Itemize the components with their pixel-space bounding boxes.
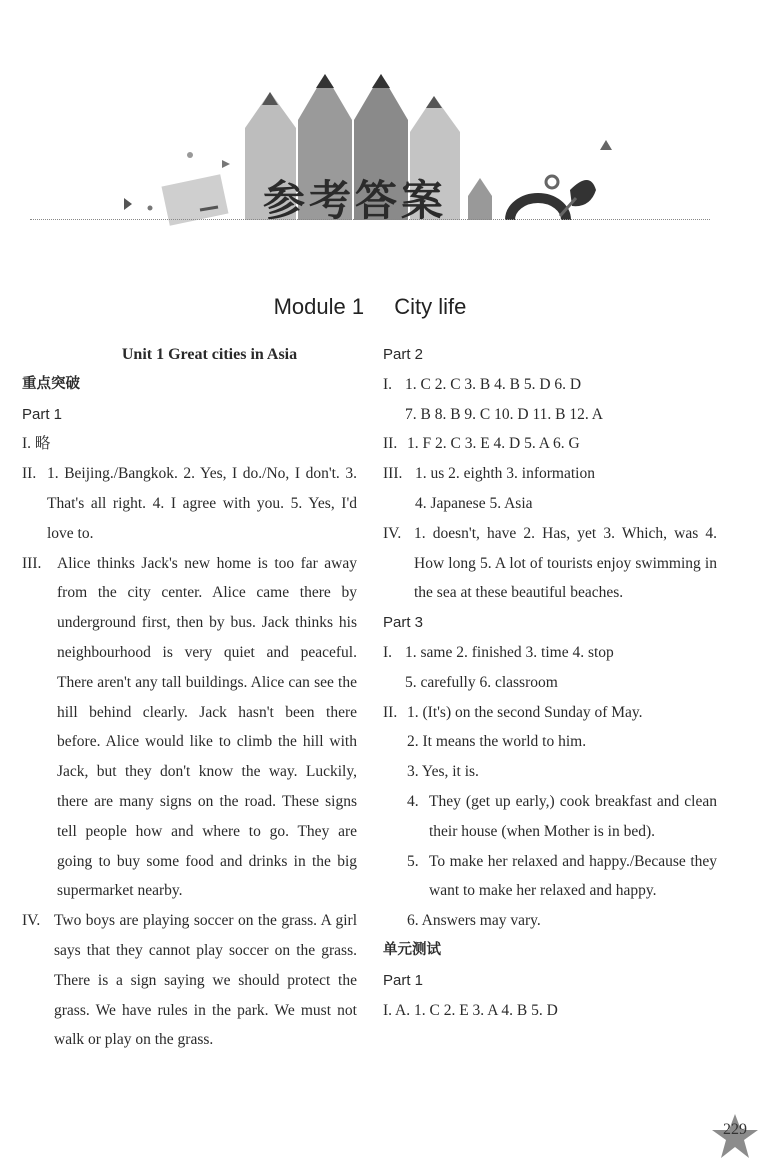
page-number: 229 — [723, 1121, 747, 1138]
module-name: City life — [394, 294, 467, 319]
answer-line: I. A. 1. C 2. E 3. A 4. B 5. D — [383, 1001, 558, 1019]
sub-answer — [407, 787, 717, 847]
item-text — [415, 459, 717, 519]
part-heading: Part 2 — [383, 346, 424, 363]
answer-i — [383, 370, 717, 430]
sub-answer: 2. It means the world to him. — [407, 733, 587, 751]
section-heading: 单元测试 — [383, 941, 441, 958]
sub-answer: 3. Yes, it is. — [407, 763, 479, 781]
item-line: 7. B 8. B 9. C 10. D 11. B 12. A — [405, 405, 603, 423]
item-number: IV. — [383, 524, 402, 542]
part-heading: Part 3 — [383, 614, 424, 632]
module-label: Module 1 — [273, 294, 365, 319]
header-divider — [30, 219, 710, 220]
unit-title: Unit 1 Great cities in Asia — [121, 346, 298, 363]
sub-text: To make her relaxed and happy./Because they want to make her relaxed and happy. — [429, 852, 717, 900]
answer-i — [383, 638, 717, 698]
sub-answer: 1. (It's) on the second Sunday of May. — [407, 703, 643, 721]
answer-iii — [383, 459, 717, 519]
item-line: 1. C 2. C 3. B 4. B 5. D 6. D — [405, 375, 582, 393]
part-heading: Part 1 — [383, 971, 424, 989]
answer-iv — [22, 906, 357, 1055]
item-line: 4. Japanese 5. Asia — [415, 494, 533, 512]
right-column — [383, 340, 717, 1025]
item-number: III. — [383, 465, 403, 483]
item-number: II. — [383, 435, 398, 453]
answer-iv — [383, 519, 717, 608]
item-text — [405, 370, 717, 430]
section-heading: 重点突破 — [22, 375, 80, 392]
answer-i: I. 略 — [22, 435, 51, 453]
item-number: I. — [383, 375, 393, 393]
answer-iii — [22, 549, 357, 907]
sub-number: 4. — [407, 792, 419, 810]
item-text: 1. doesn't, have 2. Has, yet 3. Which, was 4. How long 5. A lot of tourists enjoy swimming in the sea at these beautiful beaches. — [414, 524, 717, 602]
item-text: Alice thinks Jack's new home is too far away from the city center. Alice came there by underground first, then by bus. Jack thinks his neighbourhood is very quiet and peaceful. There aren't any tall buildings. Alice can see the hill behind clearly. Jack hasn't been there before. Alice would like to climb the hill with Jack, but they don't know the way. Luckily, there are many signs on the road. These signs tell people how and where to go. They are going to buy some food and drinks in the big supermarket nearby. — [57, 554, 357, 900]
item-number: I. — [383, 643, 393, 661]
sub-answer: 6. Answers may vary. — [407, 912, 541, 930]
item-line: 5. carefully 6. classroom — [405, 673, 558, 691]
answer-ii — [383, 429, 717, 459]
module-title — [0, 294, 740, 320]
sub-answer — [407, 847, 717, 907]
item-line: 1. same 2. finished 3. time 4. stop — [405, 643, 614, 661]
banner-title: 参考答案 — [262, 176, 447, 225]
item-number: III. — [22, 554, 42, 572]
item-line: 1. us 2. eighth 3. information — [415, 465, 595, 483]
part-heading: Part 1 — [22, 405, 63, 423]
item-text — [405, 638, 717, 698]
answer-ii — [22, 459, 357, 548]
item-text: 1. F 2. C 3. E 4. D 5. A 6. G — [407, 435, 580, 453]
item-number: II. — [383, 703, 398, 721]
item-number: II. — [22, 465, 37, 483]
sub-text: They (get up early,) cook breakfast and clean their house (when Mother is in bed). — [429, 792, 717, 840]
item-text — [407, 698, 717, 936]
answer-ii — [383, 698, 717, 936]
left-column — [22, 340, 357, 1055]
item-number: IV. — [22, 912, 41, 930]
item-text: Two boys are playing soccer on the grass. A girl says that they cannot play soccer on the grass. There is a sign saying we should protect the grass. We have rules in the park. We must not walk or play on the grass. — [54, 912, 357, 1049]
sub-number: 5. — [407, 852, 419, 870]
item-text: 1. Beijing./Bangkok. 2. Yes, I do./No, I don't. 3. That's all right. 4. I agree with you. 5. Yes, I'd love to. — [47, 465, 357, 542]
